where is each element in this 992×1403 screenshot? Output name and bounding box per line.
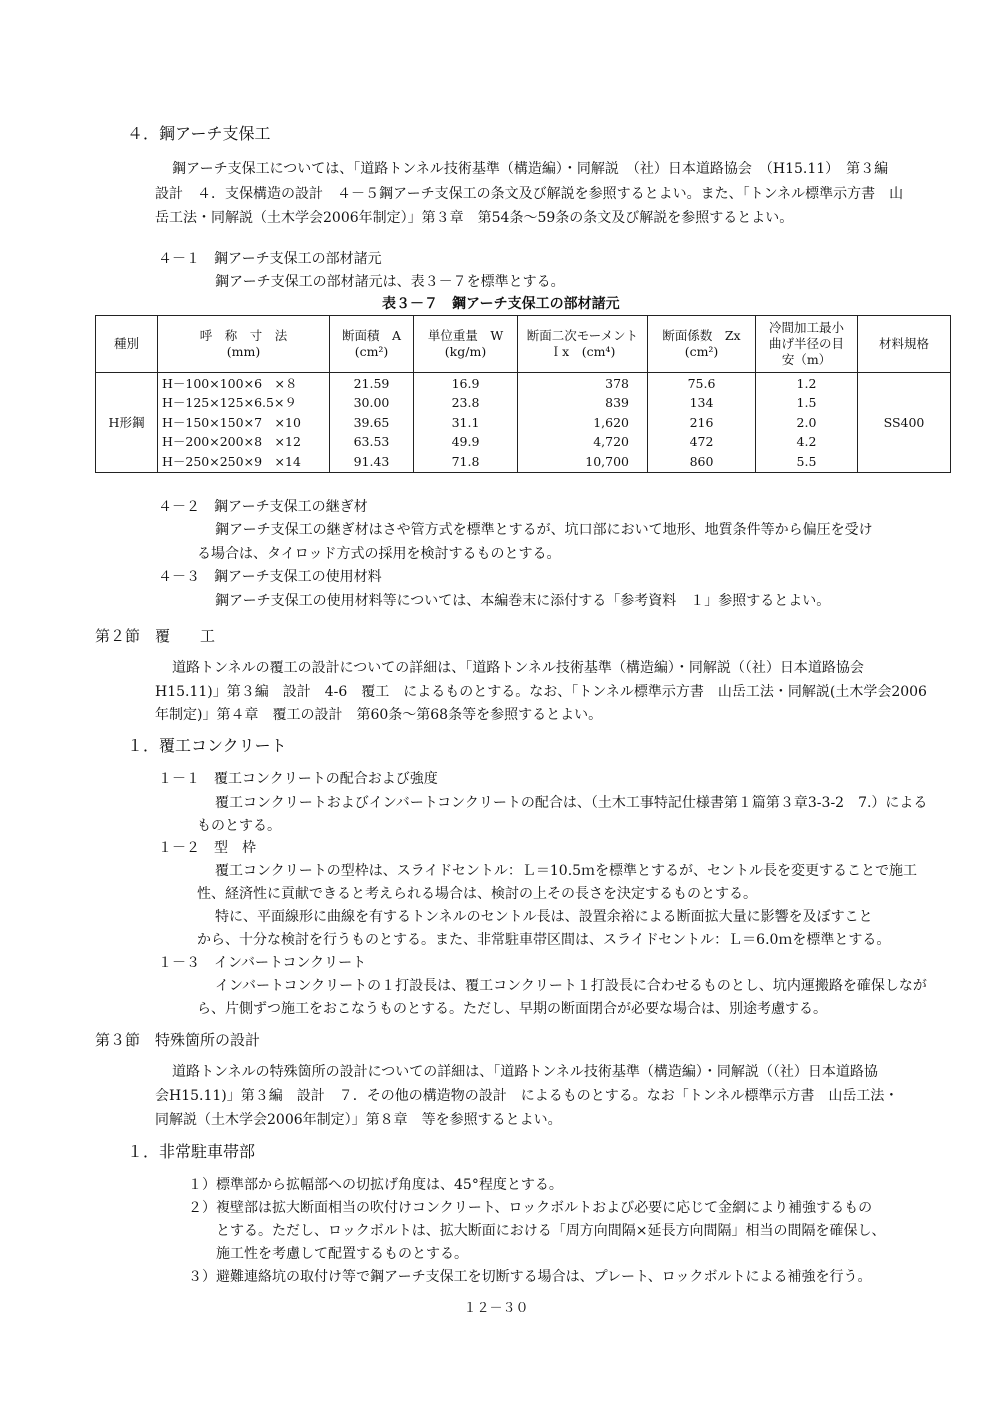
emergency-parking-item-2-cont-2: 施工性を考慮して配置するものとする。 — [188, 1246, 468, 1262]
cell-material: SS400 — [858, 373, 951, 473]
header-kind: 種別 — [96, 316, 158, 373]
subsection-1-3-line-1: インバートコンクリートの１打設長は、覆工コンクリート１打設長に合わせるものとし、坑内運搬路を確保しなが — [215, 978, 927, 994]
member-spec-table — [95, 315, 951, 473]
section-2-intro-line-3: 年制定)」第４章 覆工の設計 第60条～第68条等を参照するとよい。 — [155, 707, 603, 723]
cell-weight — [414, 373, 518, 473]
weight-value: 23.8 — [451, 395, 480, 411]
moment-value: 10,700 — [585, 453, 629, 469]
modulus-value: 860 — [689, 453, 714, 469]
moment-value: 4,720 — [593, 434, 629, 450]
weight-value: 16.9 — [451, 375, 480, 391]
area-value: 39.65 — [353, 414, 390, 430]
subsection-4-1-heading: ４－１ 鋼アーチ支保工の部材諸元 — [158, 251, 382, 267]
section-3-intro-line-1: 道路トンネルの特殊箇所の設計についての詳細は、「道路トンネル技術基準（構造編）・同解説（（社）日本道路協 — [172, 1064, 878, 1080]
section-2-heading: 第２節 覆 工 — [95, 627, 216, 645]
cell-kind: H形鋼 — [96, 373, 158, 473]
weight-value: 49.9 — [451, 434, 480, 450]
header-size: 呼 称 寸 法 (mm) — [158, 316, 330, 373]
table-row — [96, 373, 951, 473]
section-4-intro-line-3: 岳工法・同解説（土木学会2006年制定）」第３章 第54条～59条の条文及び解説を参照するとよい。 — [155, 210, 794, 226]
radius-value: 1.5 — [796, 395, 817, 411]
section-3-intro-line-2: 会H15.11)」第３編 設計 ７．その他の構造物の設計 によるものとする。なお「トンネル標準示方書 山岳工法・ — [155, 1088, 899, 1104]
section-3-heading: 第３節 特殊箇所の設計 — [95, 1031, 261, 1049]
table-caption: 表３－７ 鋼アーチ支保工の部材諸元 — [382, 296, 620, 312]
subsection-1-2-line-3: 特に、平面線形に曲線を有するトンネルのセントル長は、設置余裕による断面拡大量に影響を及ぼすこと — [215, 909, 873, 925]
modulus-value: 472 — [689, 434, 714, 450]
subsection-4-1-text: 鋼アーチ支保工の部材諸元は、表３－７を標準とする。 — [215, 274, 565, 290]
weight-value: 31.1 — [451, 414, 480, 430]
radius-value: 1.2 — [796, 375, 817, 391]
emergency-parking-heading: １．非常駐車帯部 — [127, 1142, 256, 1161]
area-value: 21.59 — [353, 375, 390, 391]
radius-value: 2.0 — [796, 414, 817, 430]
emergency-parking-item-2: ２）複壁部は拡大断面相当の吹付けコンクリート、ロックボルトおよび必要に応じて金網により補強するもの — [188, 1200, 873, 1216]
cell-sizes — [158, 373, 330, 473]
emergency-parking-item-3: ３）避難連絡坑の取付け等で鋼アーチ支保工を切断する場合は、プレート、ロックボルトによる補強を行う。 — [188, 1269, 872, 1285]
cell-moment — [518, 373, 648, 473]
subsection-1-3-line-2: ら、片側ずつ施工をおこなうものとする。ただし、早期の断面閉合が必要な場合は、別途考慮する。 — [197, 1001, 827, 1017]
size-value: H－200×200×8 ×12 — [162, 434, 301, 450]
subsection-4-2-line-1: 鋼アーチ支保工の継ぎ材はさや管方式を標準とするが、坑口部において地形、地質条件等から偏圧を受け — [215, 522, 873, 538]
header-moment: 断面二次モーメント Ｉx (cm⁴) — [518, 316, 648, 373]
table-header-row — [96, 316, 951, 373]
subsection-1-3-heading: １－３ インバートコンクリート — [158, 955, 367, 971]
subsection-1-1-line-1: 覆工コンクリートおよびインバートコンクリートの配合は、（土木工事特記仕様書第１篇第３章3-3-2 7.）による — [215, 795, 928, 811]
emergency-parking-item-2-cont-1: とする。ただし、ロックボルトは、拡大断面における「周方向間隔×延長方向間隔」相当の間隔を確保し、 — [188, 1223, 886, 1239]
area-value: 63.53 — [353, 434, 390, 450]
section-3-intro-line-3: 同解説（土木学会2006年制定）」第８章 等を参照するとよい。 — [155, 1112, 562, 1128]
section-4-intro-line-1: 鋼アーチ支保工については、「道路トンネル技術基準（構造編）・同解説 （社）日本道路協会 （H15.11） 第３編 — [172, 161, 889, 177]
header-bend-radius: 冷間加工最小 曲げ半径の目 安（m） — [756, 316, 858, 373]
subsection-1-2-heading: １－２ 型 枠 — [158, 840, 256, 856]
section-2-intro-line-2: H15.11)」第３編 設計 4-6 覆工 によるものとする。なお、「トンネル標準示方書 山岳工法・同解説(土木学会2006 — [155, 684, 927, 700]
subsection-1-2-line-4: から、十分な検討を行うものとする。また、非常駐車帯区間は、スライドセントル：Ｌ＝6.0ｍを標準とする。 — [197, 932, 891, 948]
subsection-4-2-heading: ４－２ 鋼アーチ支保工の継ぎ材 — [158, 499, 368, 515]
section-4-heading: ４．鋼アーチ支保工 — [127, 124, 271, 143]
header-area: 断面積 A (cm²) — [330, 316, 414, 373]
cell-modulus — [648, 373, 756, 473]
subsection-1-2-line-2: 性、経済性に貢献できると考えられる場合は、検討の上その長さを決定するものとする。 — [197, 886, 757, 902]
radius-value: 4.2 — [796, 434, 817, 450]
moment-value: 378 — [605, 375, 629, 391]
moment-value: 839 — [605, 395, 629, 411]
size-list — [162, 374, 325, 472]
section-2-intro-line-1: 道路トンネルの覆工の設計についての詳細は、「道路トンネル技術基準（構造編）・同解説（（社）日本道路協会 — [172, 660, 864, 676]
subsection-1-1-heading: １－１ 覆工コンクリートの配合および強度 — [158, 771, 438, 787]
area-value: 91.43 — [353, 453, 390, 469]
subsection-4-3-text: 鋼アーチ支保工の使用材料等については、本編巻末に添付する「参考資料 １」参照するとよい。 — [215, 593, 831, 609]
size-value: H－100×100×6 ×８ — [162, 375, 298, 391]
size-value: H－250×250×9 ×14 — [162, 453, 301, 469]
weight-value: 71.8 — [451, 453, 480, 469]
cell-area — [330, 373, 414, 473]
header-modulus: 断面係数 Zx (cm²) — [648, 316, 756, 373]
page-number: １２－３０ — [463, 1301, 529, 1316]
header-material: 材料規格 — [858, 316, 951, 373]
modulus-value: 216 — [689, 414, 714, 430]
section-4-intro-line-2: 設計 ４．支保構造の設計 ４－５鋼アーチ支保工の条文及び解説を参照するとよい。また、「トンネル標準示方書 山 — [155, 186, 904, 202]
modulus-value: 134 — [689, 395, 714, 411]
radius-value: 5.5 — [796, 453, 817, 469]
moment-value: 1,620 — [593, 414, 629, 430]
header-weight: 単位重量 W (kg/m) — [414, 316, 518, 373]
subsection-1-2-line-1: 覆工コンクリートの型枠は、スライドセントル：Ｌ＝10.5ｍを標準とするが、セントル長を変更することで施工 — [215, 863, 918, 879]
size-value: H－150×150×7 ×10 — [162, 414, 301, 430]
modulus-value: 75.6 — [687, 375, 716, 391]
lining-concrete-heading: １．覆工コンクリート — [127, 736, 287, 755]
subsection-1-1-line-2: ものとする。 — [197, 818, 281, 834]
emergency-parking-item-1: １）標準部から拡幅部への切拡げ角度は、45°程度とする。 — [188, 1177, 563, 1193]
area-value: 30.00 — [353, 395, 390, 411]
subsection-4-3-heading: ４－３ 鋼アーチ支保工の使用材料 — [158, 569, 382, 585]
cell-bend-radius — [756, 373, 858, 473]
size-value: H－125×125×6.5×９ — [162, 395, 297, 411]
subsection-4-2-line-2: る場合は、タイロッド方式の採用を検討するものとする。 — [197, 546, 561, 562]
